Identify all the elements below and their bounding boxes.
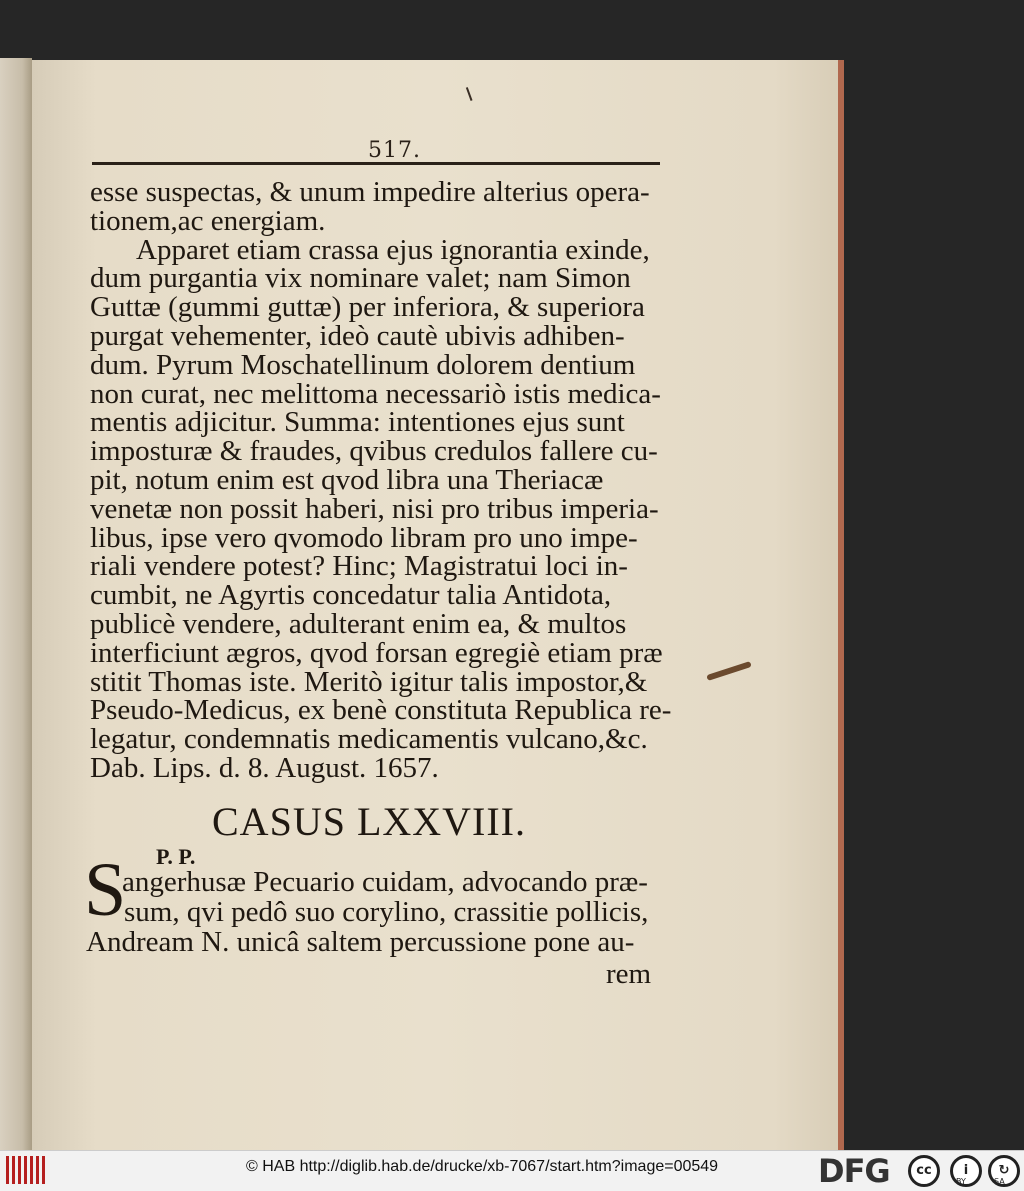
text-line: pit, notum enim est qvod libra una Theriacæ <box>90 464 604 496</box>
barcode-icon <box>6 1156 46 1184</box>
text-line: publicè vendere, adulterant enim ea, & multos <box>90 608 627 640</box>
text-line: dum purgantia vix nominare valet; nam Simon <box>90 262 631 295</box>
facing-page-edge <box>0 58 32 1150</box>
text-line: tionem,ac energiam. <box>90 204 326 237</box>
image-credit-link[interactable]: © HAB http://diglib.hab.de/drucke/xb-7067/start.htm?image=00549 <box>246 1158 719 1175</box>
text-line: libus, ipse vero qvomodo libram pro uno impe- <box>90 521 638 554</box>
text-line: dum. Pyrum Moschatellinum dolorem dentium <box>90 348 636 381</box>
text-line: Dab. Lips. d. 8. August. 1657. <box>90 752 439 784</box>
by-label: BY <box>956 1177 966 1186</box>
text-line: non curat, nec melittoma necessariò istis medica- <box>90 377 661 410</box>
pp-abbreviation: P. P. <box>156 844 196 869</box>
cc-icon: cc <box>908 1155 940 1187</box>
text-line: venetæ non possit haberi, nisi pro tribus imperia- <box>90 492 659 525</box>
text-line: cumbit, ne Agyrtis concedatur talia Antidota, <box>90 579 612 612</box>
text-line: Pseudo-Medicus, ex benè constituta Republica re- <box>90 694 672 727</box>
text-line: Guttæ (gummi guttæ) per inferiora, & superiora <box>90 291 645 324</box>
header-rule <box>92 162 660 165</box>
case-heading: CASUS LXXVIII. <box>212 799 526 844</box>
text-line: imposturæ & fraudes, qvibus credulos fallere cu- <box>90 435 658 468</box>
by-icon: i <box>950 1155 982 1187</box>
text-line: mentis adjicitur. Summa: intentiones ejus sunt <box>90 406 625 439</box>
text-line: angerhusæ Pecuario cuidam, advocando præ- <box>122 866 648 898</box>
sa-label: SA <box>994 1177 1005 1186</box>
text-line: interficiunt ægros, qvod forsan egregiè etiam præ <box>90 636 663 669</box>
text-line: stitit Thomas iste. Meritò igitur talis impostor,& <box>90 665 648 698</box>
drop-initial: S <box>84 848 127 932</box>
license-badge[interactable] <box>908 1153 1022 1187</box>
page-fore-edge <box>838 60 844 1150</box>
text-line: Apparet etiam crassa ejus ignorantia exinde, <box>136 233 650 266</box>
text-line: Andream N. unicâ saltem percussione pone au- <box>86 926 635 958</box>
dfg-logo: DFG <box>818 1152 890 1190</box>
text-line: esse suspectas, & unum impedire alterius opera- <box>90 176 650 208</box>
sa-icon: ↻ <box>988 1155 1020 1187</box>
catchword: rem <box>606 958 652 990</box>
page-number: 517. <box>368 138 421 163</box>
text-line: riali vendere potest? Hinc; Magistratui loci in- <box>90 550 628 583</box>
text-line: purgat vehementer, ideò cautè ubivis adhiben- <box>90 320 625 352</box>
text-line: sum, qvi pedô suo corylino, crassitie pollicis, <box>124 896 649 928</box>
text-line: legatur, condemnatis medicamentis vulcano,&c. <box>90 723 648 756</box>
